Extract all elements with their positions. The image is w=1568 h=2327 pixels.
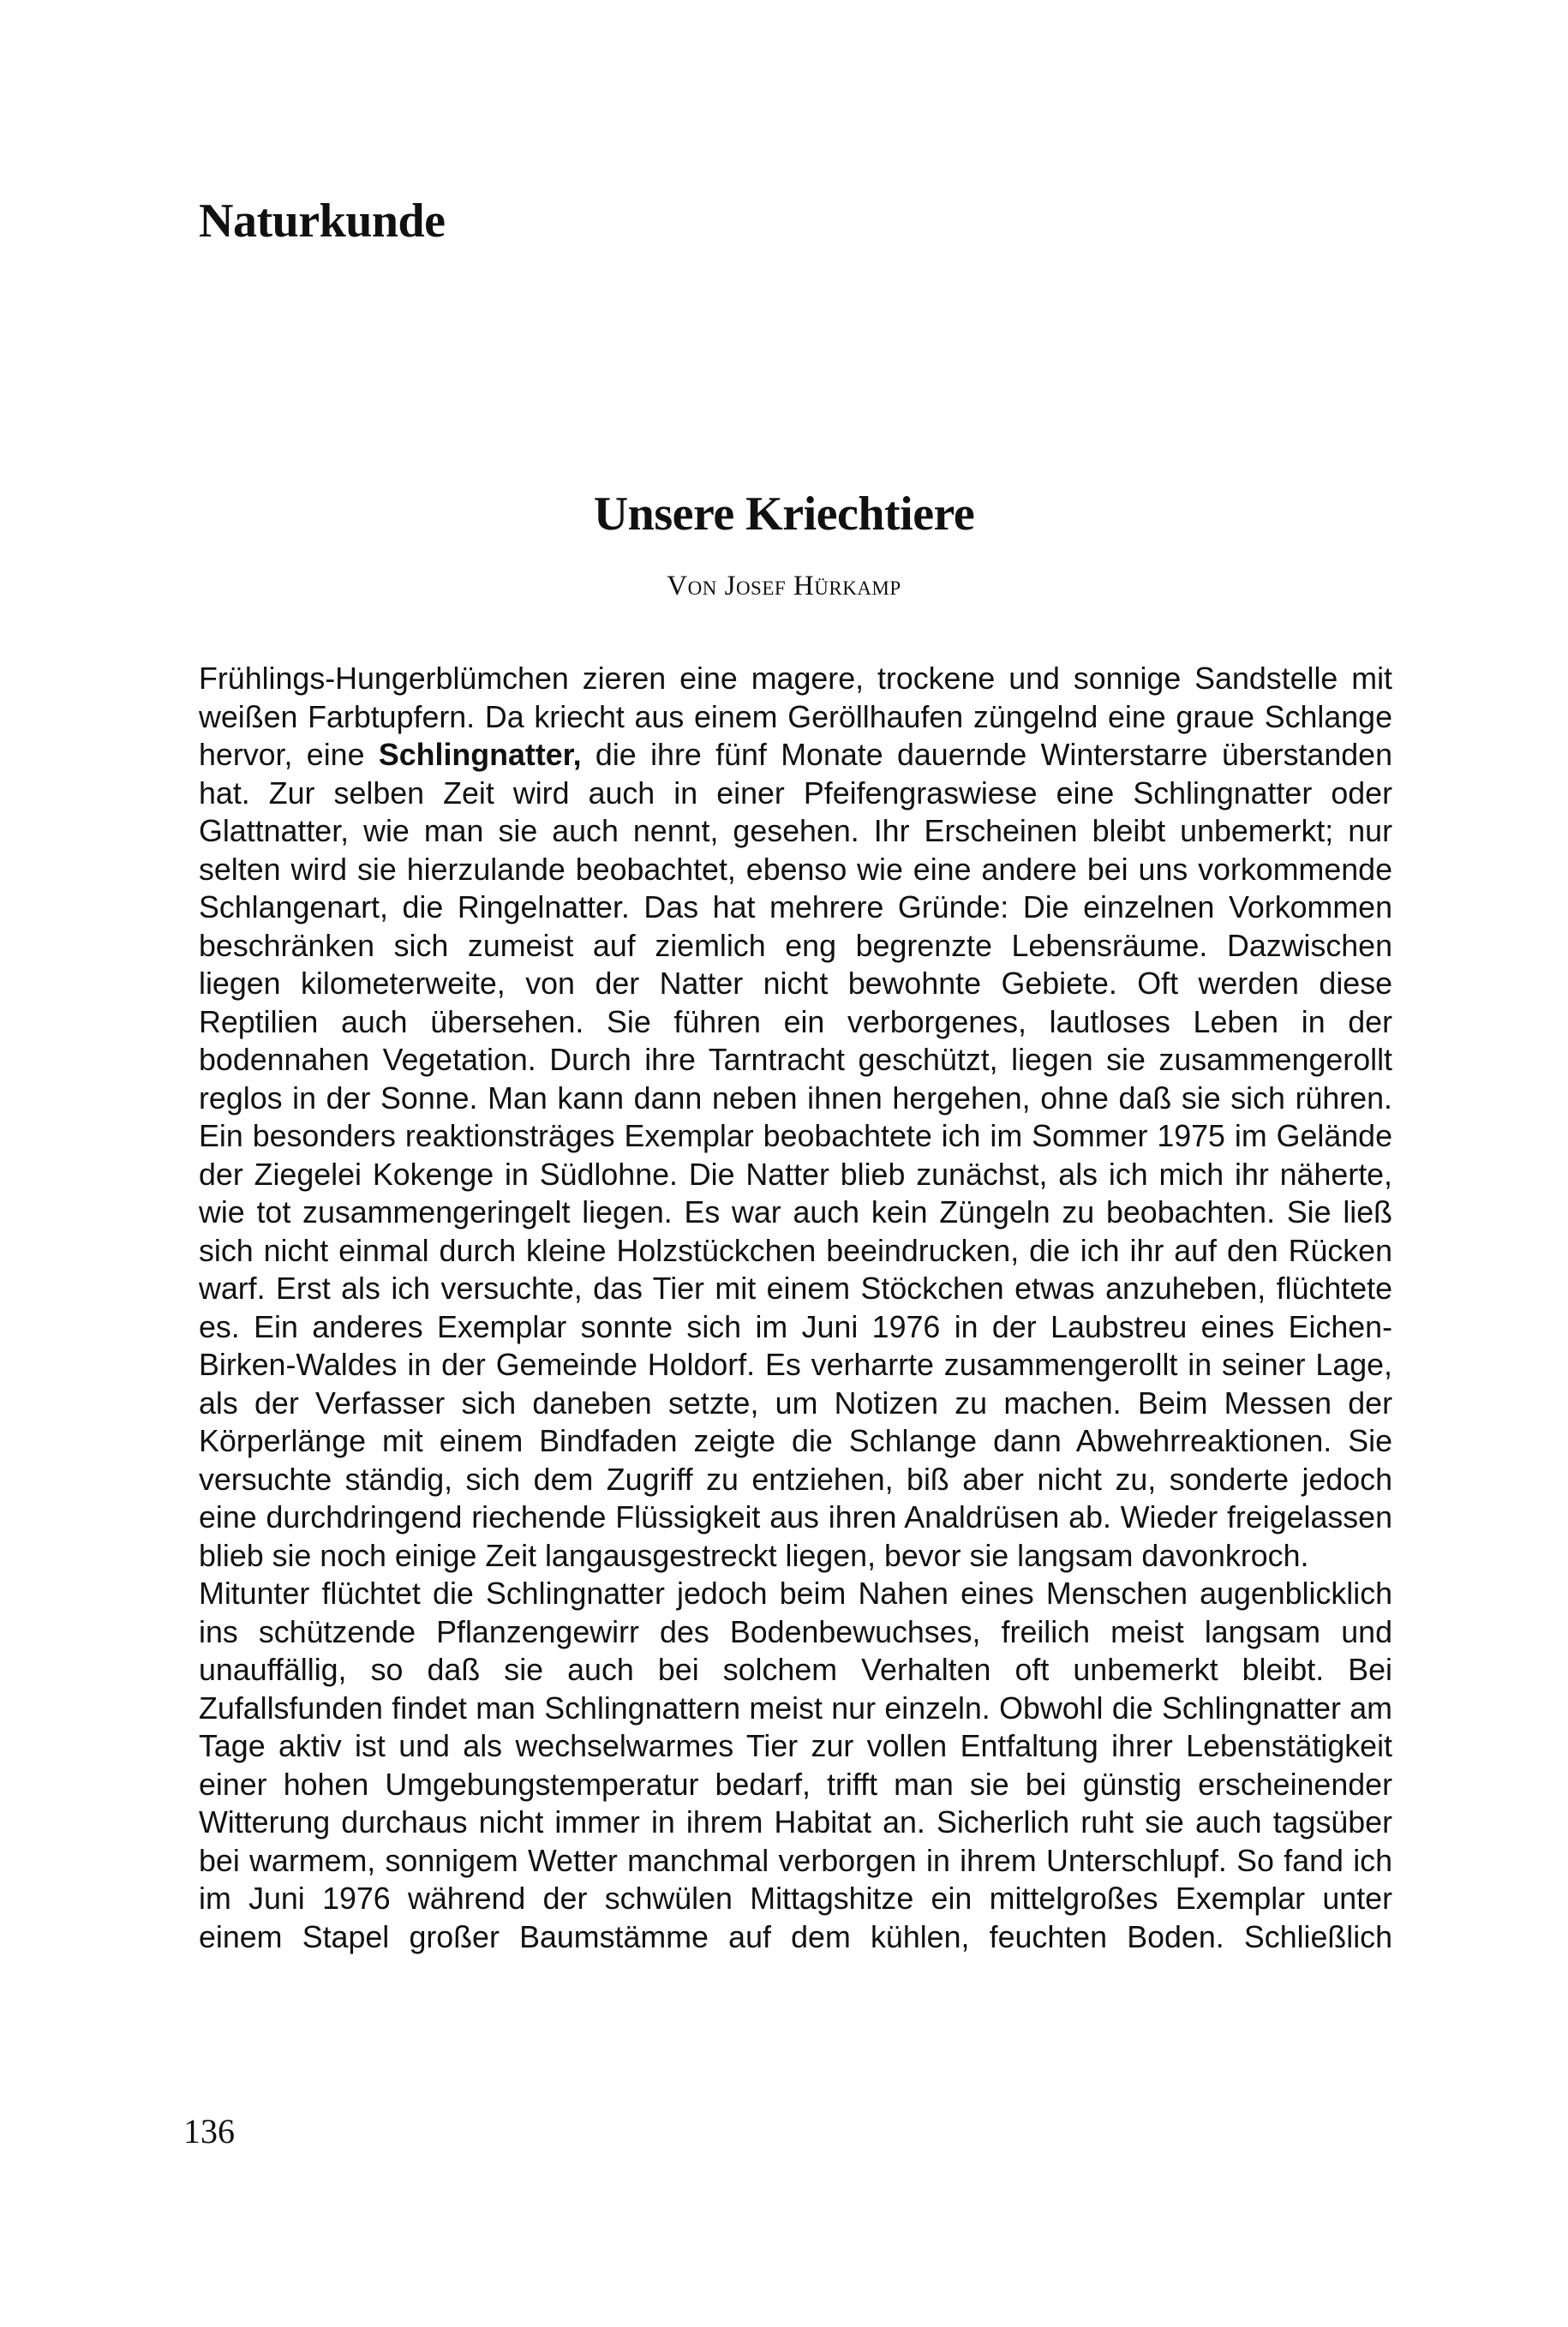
bold-term-schlingnatter: Schlingnatter, <box>378 738 582 772</box>
body-paragraph-1 <box>199 660 1392 1575</box>
section-heading: Naturkunde <box>199 194 446 248</box>
article-title: Unsere Kriechtiere <box>593 488 975 541</box>
article-byline: Von Josef Hürkamp <box>667 571 901 601</box>
article-body <box>199 660 1392 1956</box>
page-number: 136 <box>183 2112 235 2151</box>
body-paragraph-2: Mitunter flüchtet die Schlingnatter jedoch beim Nahen eines Menschen augenblicklich ins schützende Pflanzengewirr des Bodenbewuchses, freilich meist langsam und unauffällig, so daß sie auch bei solchem Verhalten oft unbemerkt bleibt. Bei Zufallsfunden findet man Schlingnattern meist nur einzeln. Obwohl die Schlingnatter am Tage aktiv ist und als wechselwarmes Tier zur vollen Entfaltung ihrer Lebenstätigkeit einer hohen Umgebungstemperatur bedarf, trifft man sie bei günstig erscheinender Witterung durchaus nicht immer in ihrem Habitat an. Sicherlich ruht sie auch tagsüber bei warmem, sonnigem Wetter manchmal verborgen in ihrem Unterschlupf. So fand ich im Juni 1976 während der schwülen Mittagshitze ein mittelgroßes Exemplar unter einem Stapel großer Baumstämme auf dem kühlen, feuchten Boden. Schließlich <box>199 1576 1392 1954</box>
paragraph-1-text-end: die ihre fünf Monate dauernde Winterstarre überstanden hat. Zur selben Zeit wird auch in einer Pfeifengraswiese eine Schlingnatter oder Glattnatter, wie man sie auch nennt, gesehen. Ihr Erscheinen bleibt unbemerkt; nur selten wird sie hierzulande beobachtet, ebenso wie eine andere bei uns vorkommende Schlangenart, die Ringelnatter. Das hat mehrere Gründe: Die einzelnen Vorkommen beschränken sich zumeist auf ziemlich eng begrenzte Lebensräume. Dazwischen liegen kilometerweite, von der Natter nicht bewohnte Gebiete. Oft werden diese Reptilien auch übersehen. Sie führen ein verborgenes, lautloses Leben in der bodennahen Vegetation. Durch ihre Tarntracht geschützt, liegen sie zusammengerollt reglos in der Sonne. Man kann dann neben ihnen hergehen, ohne daß sie sich rühren. Ein besonders reaktionsträges Exemplar beobachtete ich im Sommer 1975 im Gelände der Ziegelei Kokenge in Südlohne. Die Natter blieb zunächst, als ich mich ihr näherte, wie tot zusammengeringelt liegen. Es war auch kein Züngeln zu beobachten. Sie ließ sich nicht einmal durch kleine Holzstückchen beeindrucken, die ich ihr auf den Rücken warf. Erst als ich versuchte, das Tier mit einem Stöckchen etwas anzuheben, flüchtete es. Ein anderes Exemplar sonnte sich im Juni 1976 in der Laubstreu eines Eichen-Birken-Waldes in der Gemeinde Holdorf. Es verharrte zusammengerollt in seiner Lage, als der Verfasser sich daneben setzte, um Notizen zu machen. Beim Messen der Körperlänge mit einem Bindfaden zeigte die Schlange dann Abwehrreaktionen. Sie versuchte ständig, sich dem Zugriff zu entziehen, biß aber nicht zu, sonderte jedoch eine durchdringend riechende Flüssigkeit aus ihren Analdrüsen ab. Wieder freigelassen blieb sie noch einige Zeit langausgestreckt liegen, bevor sie langsam davonkroch. <box>199 738 1392 1573</box>
paragraph-1-text-start: Frühlings-Hungerblümchen zieren eine magere, trockene und sonnige Sandstelle mit weißen Farbtupfern. Da kriecht aus einem Geröllhaufen züngelnd eine graue Schlange hervor, eine <box>199 661 1392 772</box>
